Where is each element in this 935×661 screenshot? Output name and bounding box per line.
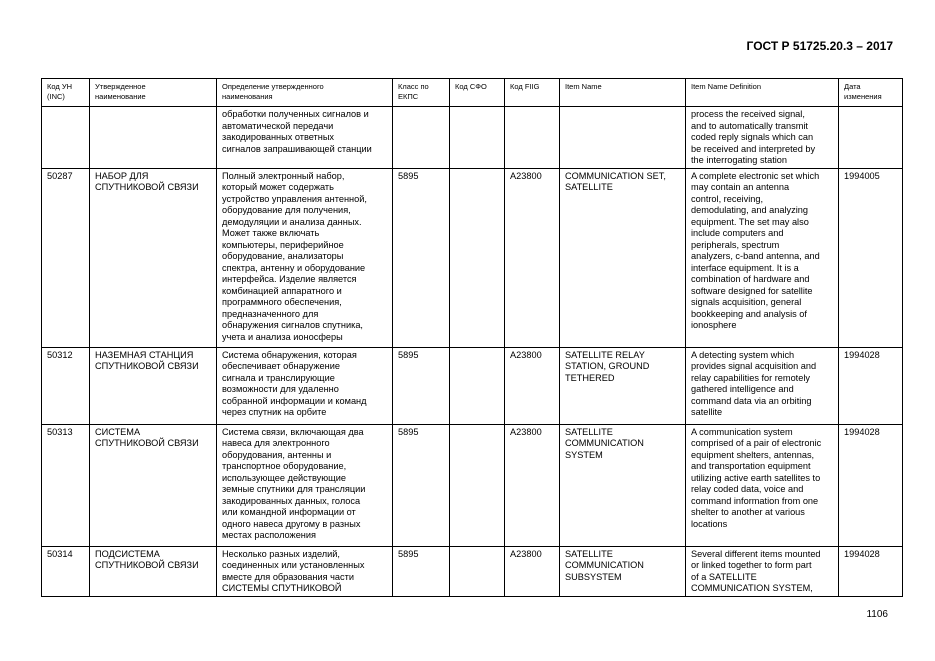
table-row [42,347,903,424]
cell-definition-en: A complete electronic set which may contain an antenna control, receiving, demodulating, and analyzing equipment. The set may also include computers and peripherals, spectrum analyzers, c-band antenna, and interface equipment. It is a combination of hardware and software designed for satellite signals acquisition, general bookkeeping and analysis of ionosphere [686,168,839,347]
table-row [42,424,903,546]
cell-ekps: 5895 [393,347,450,424]
cell-fiig: A23800 [505,546,560,596]
cell-sfo [450,424,505,546]
cell-definition-ru: Система связи, включающая два навеса для электронного оборудования, антенны и транспортное оборудование, использующее действующие земные спутники для трансляции закодированных данных, голоса или командной информации от одного навеса другому в разных местах расположения [217,424,393,546]
cell-date [839,107,903,169]
cell-definition-en: A detecting system which provides signal acquisition and relay capabilities for remotely gathered intelligence and command data via an orbiting satellite [686,347,839,424]
document-code: ГОСТ Р 51725.20.3 – 2017 [746,39,893,53]
cell-name-ru: НАБОР ДЛЯ СПУТНИКОВОЙ СВЯЗИ [90,168,217,347]
cell-sfo [450,107,505,169]
header-row [42,79,903,107]
cell-date: 1994028 [839,546,903,596]
column-header-fiig: Код FIIG [505,79,560,107]
column-header-inc: Код УН (INC) [42,79,90,107]
catalog-table [41,78,903,597]
cell-sfo [450,168,505,347]
table-row [42,546,903,596]
cell-date: 1994028 [839,424,903,546]
table-row [42,168,903,347]
cell-item-name: SATELLITE COMMUNICATION SUBSYSTEM [560,546,686,596]
column-header-sfo: Код СФО [450,79,505,107]
cell-definition-ru: Полный электронный набор, который может содержать устройство управления антенной, оборудование для получения, демодуляции и анализа данных. Может также включать компьютеры, периферийное оборудование, анализаторы спектра, антенну и оборудование интерфейса. Изделие является комбинацией аппаратного и программного обеспечения, предназначенного для обнаружения сигналов спутника, учета и анализа ионосферы [217,168,393,347]
cell-inc: 50313 [42,424,90,546]
cell-inc: 50312 [42,347,90,424]
cell-fiig [505,107,560,169]
cell-item-name: SATELLITE COMMUNICATION SYSTEM [560,424,686,546]
cell-definition-ru: обработки полученных сигналов и автоматической передачи закодированных ответных сигналов запрашивающей станции [217,107,393,169]
cell-name-ru: ПОДСИСТЕМА СПУТНИКОВОЙ СВЯЗИ [90,546,217,596]
cell-fiig: A23800 [505,424,560,546]
column-header-definition-ru: Определение утвержденного наименования [217,79,393,107]
column-header-name-ru: Утвержденное наименование [90,79,217,107]
cell-fiig: A23800 [505,168,560,347]
cell-ekps: 5895 [393,424,450,546]
cell-definition-en: A communication system comprised of a pair of electronic equipment shelters, antennas, and transportation equipment utilizing active earth satellites to relay coded data, voice and command information from one shelter to another at various locations [686,424,839,546]
cell-sfo [450,546,505,596]
cell-name-ru [90,107,217,169]
cell-sfo [450,347,505,424]
column-header-date: Дата изменения [839,79,903,107]
cell-ekps [393,107,450,169]
cell-ekps: 5895 [393,546,450,596]
page-number: 1106 [866,609,888,620]
cell-date: 1994028 [839,347,903,424]
cell-date: 1994005 [839,168,903,347]
cell-item-name: SATELLITE RELAY STATION, GROUND TETHERED [560,347,686,424]
cell-inc: 50287 [42,168,90,347]
cell-ekps: 5895 [393,168,450,347]
cell-inc: 50314 [42,546,90,596]
cell-definition-en: Several different items mounted or linked together to form part of a SATELLITE COMMUNICATION SYSTEM, [686,546,839,596]
column-header-ekps: Класс по ЕКПС [393,79,450,107]
table-header [42,79,903,107]
cell-name-ru: НАЗЕМНАЯ СТАНЦИЯ СПУТНИКОВОЙ СВЯЗИ [90,347,217,424]
cell-item-name [560,107,686,169]
cell-definition-en: process the received signal, and to automatically transmit coded reply signals which can be received and interpreted by the interrogating station [686,107,839,169]
cell-item-name: COMMUNICATION SET, SATELLITE [560,168,686,347]
cell-fiig: A23800 [505,347,560,424]
column-header-definition-en: Item Name Definition [686,79,839,107]
table-row [42,107,903,169]
cell-inc [42,107,90,169]
cell-definition-ru: Система обнаружения, которая обеспечивает обнаружение сигнала и транслирующие возможности для удаленно собранной информации и команд через спутник на орбите [217,347,393,424]
table-body [42,107,903,597]
cell-name-ru: СИСТЕМА СПУТНИКОВОЙ СВЯЗИ [90,424,217,546]
column-header-item-name: Item Name [560,79,686,107]
cell-definition-ru: Несколько разных изделий, соединенных или установленных вместе для образования части СИСТЕМЫ СПУТНИКОВОЙ [217,546,393,596]
